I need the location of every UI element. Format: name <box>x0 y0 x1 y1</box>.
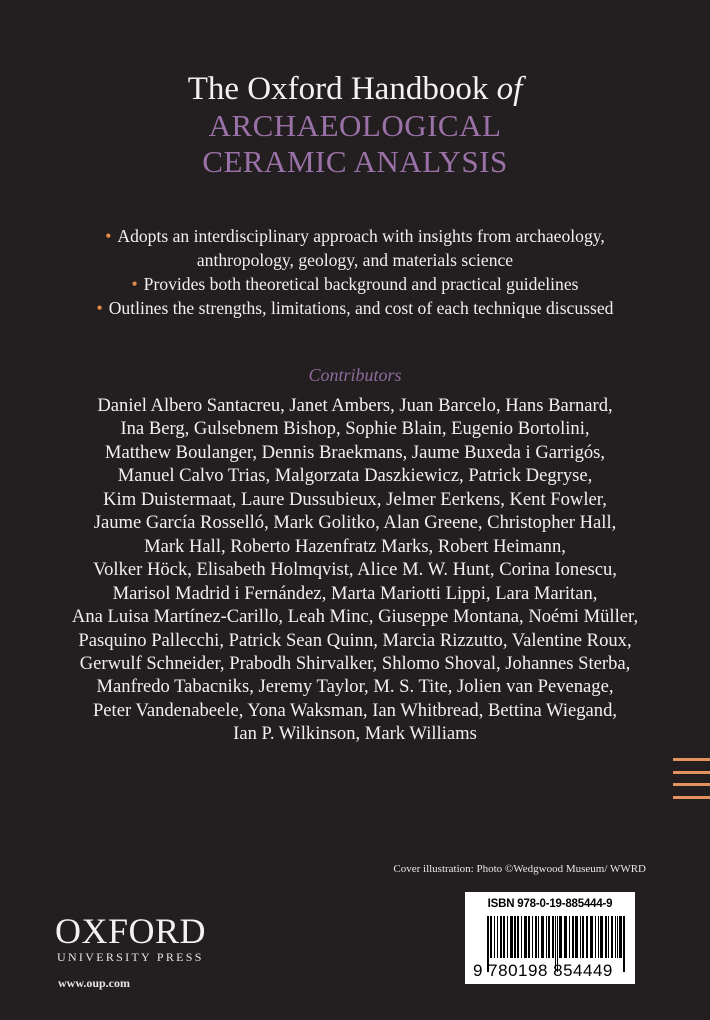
barcode-bar <box>497 916 498 958</box>
barcode-bar <box>507 916 508 958</box>
barcode-bar <box>575 916 578 958</box>
barcode-bar <box>611 916 613 958</box>
book-title <box>0 70 710 180</box>
contributors-line: Ana Luisa Martínez-Carillo, Leah Minc, Giuseppe Montana, Noémi Müller, <box>71 606 639 628</box>
barcode-bar <box>546 916 547 958</box>
contributors-line: Pasquino Pallecchi, Patrick Sean Quinn, Marcia Rizzutto, Valentine Roux, <box>78 629 632 651</box>
barcode-bar <box>517 916 519 958</box>
stripe <box>673 758 710 761</box>
publisher-url: www.oup.com <box>58 976 131 990</box>
contributors-line: Marisol Madrid i Fernández, Marta Mariotti Lippi, Lara Maritan, <box>112 582 598 604</box>
barcode-bar <box>580 916 581 958</box>
bullet-item: • Provides both theoretical background and practical guidelines <box>131 274 579 294</box>
barcode-bar <box>514 916 516 958</box>
barcode-bar <box>572 916 574 958</box>
title-of: of <box>496 71 523 107</box>
contributors-line: Ian P. Wilkinson, Mark Williams <box>233 723 477 745</box>
barcode-bar <box>605 916 607 958</box>
barcode-bar <box>503 916 505 958</box>
barcode-bar <box>538 916 539 958</box>
feature-bullets <box>0 224 710 320</box>
contributors-line: Jaume García Rosselló, Mark Golitko, Alan Greene, Christopher Hall, <box>93 512 617 534</box>
barcode-bar <box>595 916 596 958</box>
contributors-line: Manuel Calvo Trias, Malgorzata Daszkiewicz, Patrick Degryse, <box>117 465 593 487</box>
title-line3: CERAMIC ANALYSIS <box>202 144 508 179</box>
barcode-bar <box>582 916 584 958</box>
barcode-bar <box>615 916 616 958</box>
contributors-line: Matthew Boulanger, Dennis Braekmans, Jaume Buxeda i Garrigós, <box>104 441 606 463</box>
barcode-digits: 9 780198 854449 <box>473 961 613 980</box>
stripe <box>673 771 710 774</box>
contributors-line: Manfredo Tabacniks, Jeremy Taylor, M. S. Tite, Jolien van Pevenage, <box>96 676 614 698</box>
barcode-bar <box>598 916 599 958</box>
contributors-line: Ina Berg, Gulsebnem Bishop, Sophie Blain, Eugenio Bortolini, <box>120 418 590 440</box>
barcode-bar <box>541 916 544 958</box>
stripe <box>673 796 710 799</box>
barcode-bar <box>564 916 567 958</box>
bullet-icon: • <box>131 274 138 294</box>
decorative-stripes <box>673 758 710 808</box>
barcode-bar <box>590 916 593 958</box>
publisher-sub: UNIVERSITY PRESS <box>57 950 204 964</box>
contributors-line: Gerwulf Schneider, Prabodh Shirvalker, Shlomo Shoval, Johannes Sterba, <box>79 652 631 674</box>
barcode-bar <box>494 916 495 958</box>
bullet-icon: • <box>105 226 112 246</box>
bullet-item: • Outlines the strengths, limitations, and cost of each technique discussed <box>96 298 614 318</box>
contributors-heading: Contributors <box>308 365 402 385</box>
barcode-bar <box>586 916 588 958</box>
barcode-bar <box>521 916 522 958</box>
barcode-bar <box>500 916 502 958</box>
contributors-list <box>0 394 710 746</box>
barcode-bar <box>623 916 625 972</box>
barcode-bar <box>548 916 550 958</box>
barcode-bar <box>528 916 530 958</box>
barcode-bar <box>559 916 562 958</box>
barcode-bar <box>535 916 537 958</box>
isbn-label: ISBN 978-0-19-885444-9 <box>487 898 613 910</box>
barcode-bar <box>600 916 603 958</box>
barcode-bar <box>569 916 570 958</box>
barcode-bar <box>490 916 492 958</box>
title-line1: The Oxford Handbook <box>187 71 489 107</box>
barcode-bar <box>608 916 609 958</box>
title-line2: ARCHAEOLOGICAL <box>208 108 502 143</box>
barcode-bar <box>617 916 618 958</box>
isbn-barcode <box>465 892 635 984</box>
contributors-line: Kim Duistermaat, Laure Dussubieux, Jelmer Eerkens, Kent Fowler, <box>103 488 607 510</box>
barcode-bar <box>524 916 527 958</box>
contributors-line: Volker Höck, Elisabeth Holmqvist, Alice M. W. Hunt, Corina Ionescu, <box>93 559 617 581</box>
bullet-item: • Adopts an interdisciplinary approach with insights from archaeology, <box>105 226 605 246</box>
bullet-icon: • <box>96 298 103 318</box>
publisher-logo: OXFORD <box>55 911 207 951</box>
contributors-line: Mark Hall, Roberto Hazenfratz Marks, Robert Heimann, <box>144 535 566 557</box>
contributors-line: Daniel Albero Santacreu, Janet Ambers, Juan Barcelo, Hans Barnard, <box>97 395 613 416</box>
barcode-bar <box>532 916 533 958</box>
stripe <box>673 783 710 786</box>
barcode-bar <box>552 916 554 958</box>
barcode-bar <box>510 916 513 958</box>
bullet-item-continued: anthropology, geology, and materials science <box>196 250 514 270</box>
cover-credit: Cover illustration: Photo ©Wedgwood Museum/ WWRD <box>393 863 646 875</box>
contributors-line: Peter Vandenabeele, Yona Waksman, Ian Whitbread, Bettina Wiegand, <box>92 699 618 721</box>
barcode-bar <box>619 916 622 958</box>
